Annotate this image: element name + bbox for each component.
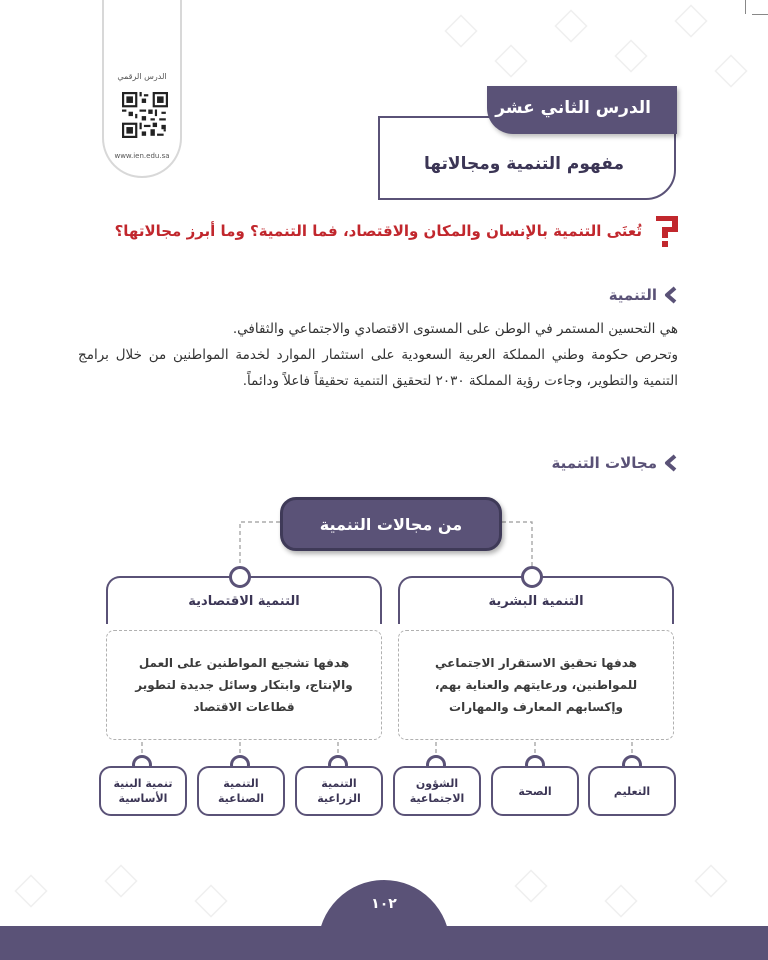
page-number: ١٠٢ <box>371 896 397 912</box>
economic-development-description: هدفها تشجيع المواطنين على العمل والإنتاج، وابتكار وسائل جديدة لتطوير قطاعات الاقتصاد <box>106 630 382 740</box>
item-agricultural-development: التنمية الزراعية <box>295 766 383 816</box>
diagram-root: من مجالات التنمية <box>280 497 502 551</box>
category-human-development: التنمية البشرية <box>398 576 674 624</box>
connector-node <box>229 566 251 588</box>
development-definition: هي التحسين المستمر في الوطن على المستوى الاقتصادي والاجتماعي والثقافي. <box>232 321 678 337</box>
fields-heading-text: مجالات التنمية <box>551 454 657 472</box>
item-health: الصحة <box>491 766 579 816</box>
digital-lesson-url[interactable]: www.ien.edu.sa <box>114 152 170 160</box>
item-industrial-development: التنمية الصناعية <box>197 766 285 816</box>
lesson-title: مفهوم التنمية ومجالاتها <box>423 154 624 174</box>
digital-lesson-label: الدرس الرقمي <box>117 72 167 81</box>
item-social-affairs: الشؤون الاجتماعية <box>393 766 481 816</box>
lesson-question: تُعنَى التنمية بالإنسان والمكان والاقتصاد، فما التنمية؟ وما أبرز مجالاتها؟ <box>114 222 642 240</box>
item-education: التعليم <box>588 766 676 816</box>
development-paragraph: وتحرص حكومة وطني المملكة العربية السعودية على استثمار الموارد لخدمة المواطنين من خلال برامج التنمية والتطوير، وجاءت رؤية المملكة ٢٠٣٠ لتحقيق التنمية تحقيقاً فاعلاً ودائماً. <box>78 347 678 389</box>
lesson-number: الدرس الثاني عشر <box>495 98 651 118</box>
development-heading-text: التنمية <box>608 286 657 304</box>
connector-node <box>521 566 543 588</box>
item-infrastructure-development: تنمية البنية الأساسية <box>99 766 187 816</box>
human-development-description: هدفها تحقيق الاستقرار الاجتماعي للمواطنين، ورعايتهم والعناية بهم، وإكسابهم المعارف والمهارات <box>398 630 674 740</box>
category-economic-development: التنمية الاقتصادية <box>106 576 382 624</box>
